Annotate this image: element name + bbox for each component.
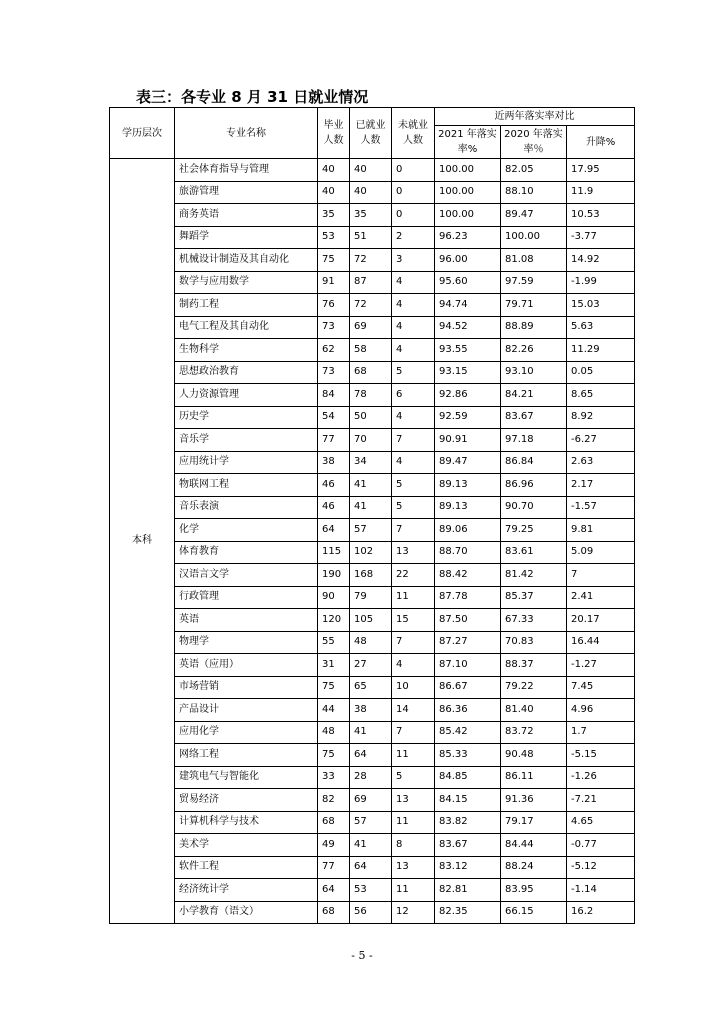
table-row <box>110 249 635 272</box>
cell-major: 生物科学 <box>175 339 318 362</box>
table-row <box>110 294 635 317</box>
cell-rate-2020: 86.96 <box>501 474 567 497</box>
cell-change: 16.2 <box>567 901 635 924</box>
cell-change: 0.05 <box>567 361 635 384</box>
cell-graduates: 64 <box>318 879 350 902</box>
cell-unemployed: 2 <box>392 226 435 249</box>
cell-employed: 41 <box>350 474 392 497</box>
table-row <box>110 789 635 812</box>
cell-graduates: 77 <box>318 429 350 452</box>
cell-employed: 41 <box>350 721 392 744</box>
cell-rate-2021: 82.35 <box>435 901 501 924</box>
cell-employed: 168 <box>350 564 392 587</box>
cell-rate-2021: 92.59 <box>435 406 501 429</box>
cell-major: 制药工程 <box>175 294 318 317</box>
cell-change: 7 <box>567 564 635 587</box>
cell-major: 英语（应用） <box>175 654 318 677</box>
cell-rate-2021: 87.50 <box>435 609 501 632</box>
table-row <box>110 744 635 767</box>
table-row <box>110 474 635 497</box>
cell-graduates: 75 <box>318 744 350 767</box>
cell-unemployed: 0 <box>392 181 435 204</box>
cell-change: 16.44 <box>567 631 635 654</box>
table-row <box>110 586 635 609</box>
cell-employed: 50 <box>350 406 392 429</box>
header-graduates: 毕业人数 <box>318 108 350 159</box>
cell-rate-2021: 85.42 <box>435 721 501 744</box>
table-row <box>110 879 635 902</box>
cell-major: 历史学 <box>175 406 318 429</box>
cell-major: 汉语言文学 <box>175 564 318 587</box>
cell-unemployed: 4 <box>392 271 435 294</box>
cell-change: -1.99 <box>567 271 635 294</box>
cell-graduates: 75 <box>318 676 350 699</box>
cell-change: 1.7 <box>567 721 635 744</box>
cell-rate-2020: 91.36 <box>501 789 567 812</box>
cell-graduates: 46 <box>318 496 350 519</box>
cell-change: 2.63 <box>567 451 635 474</box>
cell-employed: 105 <box>350 609 392 632</box>
cell-rate-2020: 83.61 <box>501 541 567 564</box>
table-row <box>110 271 635 294</box>
cell-unemployed: 7 <box>392 429 435 452</box>
cell-rate-2020: 79.71 <box>501 294 567 317</box>
cell-unemployed: 15 <box>392 609 435 632</box>
table-row <box>110 856 635 879</box>
cell-rate-2021: 89.06 <box>435 519 501 542</box>
cell-employed: 58 <box>350 339 392 362</box>
cell-major: 机械设计制造及其自动化 <box>175 249 318 272</box>
cell-change: 14.92 <box>567 249 635 272</box>
cell-employed: 35 <box>350 204 392 227</box>
cell-employed: 65 <box>350 676 392 699</box>
cell-employed: 28 <box>350 766 392 789</box>
cell-change: -6.27 <box>567 429 635 452</box>
cell-rate-2020: 81.40 <box>501 699 567 722</box>
cell-unemployed: 5 <box>392 474 435 497</box>
cell-change: 5.09 <box>567 541 635 564</box>
cell-change: -5.12 <box>567 856 635 879</box>
header-rate-2021: 2021 年落实率% <box>435 126 501 159</box>
cell-change: -0.77 <box>567 834 635 857</box>
cell-rate-2020: 66.15 <box>501 901 567 924</box>
cell-change: -1.26 <box>567 766 635 789</box>
cell-rate-2021: 85.33 <box>435 744 501 767</box>
cell-major: 行政管理 <box>175 586 318 609</box>
cell-graduates: 75 <box>318 249 350 272</box>
cell-employed: 70 <box>350 429 392 452</box>
cell-graduates: 38 <box>318 451 350 474</box>
cell-rate-2020: 70.83 <box>501 631 567 654</box>
cell-unemployed: 8 <box>392 834 435 857</box>
cell-rate-2021: 83.67 <box>435 834 501 857</box>
table-row <box>110 159 635 182</box>
cell-unemployed: 7 <box>392 519 435 542</box>
cell-graduates: 90 <box>318 586 350 609</box>
cell-rate-2020: 83.95 <box>501 879 567 902</box>
table-row <box>110 429 635 452</box>
cell-rate-2021: 100.00 <box>435 204 501 227</box>
header-unemployed: 未就业人数 <box>392 108 435 159</box>
cell-change: 4.65 <box>567 811 635 834</box>
cell-rate-2020: 97.59 <box>501 271 567 294</box>
table-title: 表三：各专业 8 月 31 日就业情况 <box>136 88 369 106</box>
cell-employed: 57 <box>350 519 392 542</box>
cell-graduates: 76 <box>318 294 350 317</box>
cell-change: -1.57 <box>567 496 635 519</box>
cell-major: 网络工程 <box>175 744 318 767</box>
cell-rate-2021: 90.91 <box>435 429 501 452</box>
cell-rate-2021: 84.15 <box>435 789 501 812</box>
cell-unemployed: 4 <box>392 339 435 362</box>
cell-unemployed: 4 <box>392 294 435 317</box>
cell-rate-2021: 89.13 <box>435 496 501 519</box>
cell-rate-2020: 88.10 <box>501 181 567 204</box>
cell-unemployed: 4 <box>392 654 435 677</box>
cell-rate-2020: 79.25 <box>501 519 567 542</box>
cell-employed: 68 <box>350 361 392 384</box>
cell-rate-2020: 79.22 <box>501 676 567 699</box>
cell-rate-2020: 83.67 <box>501 406 567 429</box>
cell-employed: 41 <box>350 496 392 519</box>
cell-unemployed: 11 <box>392 744 435 767</box>
cell-unemployed: 14 <box>392 699 435 722</box>
cell-rate-2021: 96.00 <box>435 249 501 272</box>
cell-employed: 57 <box>350 811 392 834</box>
cell-employed: 34 <box>350 451 392 474</box>
cell-rate-2021: 86.36 <box>435 699 501 722</box>
table-row <box>110 834 635 857</box>
cell-rate-2020: 84.44 <box>501 834 567 857</box>
cell-unemployed: 7 <box>392 721 435 744</box>
cell-rate-2020: 86.11 <box>501 766 567 789</box>
cell-graduates: 68 <box>318 901 350 924</box>
cell-rate-2021: 94.52 <box>435 316 501 339</box>
cell-rate-2020: 86.84 <box>501 451 567 474</box>
cell-rate-2021: 84.85 <box>435 766 501 789</box>
cell-rate-2020: 67.33 <box>501 609 567 632</box>
cell-employed: 102 <box>350 541 392 564</box>
cell-graduates: 91 <box>318 271 350 294</box>
cell-major: 美术学 <box>175 834 318 857</box>
cell-rate-2021: 87.10 <box>435 654 501 677</box>
cell-rate-2020: 79.17 <box>501 811 567 834</box>
cell-graduates: 46 <box>318 474 350 497</box>
cell-graduates: 73 <box>318 316 350 339</box>
cell-change: 9.81 <box>567 519 635 542</box>
cell-employed: 69 <box>350 789 392 812</box>
table-row <box>110 181 635 204</box>
cell-graduates: 64 <box>318 519 350 542</box>
cell-major: 数学与应用数学 <box>175 271 318 294</box>
cell-rate-2020: 93.10 <box>501 361 567 384</box>
cell-change: -1.14 <box>567 879 635 902</box>
cell-employed: 87 <box>350 271 392 294</box>
table-row <box>110 699 635 722</box>
table-row <box>110 721 635 744</box>
cell-rate-2020: 90.48 <box>501 744 567 767</box>
cell-employed: 38 <box>350 699 392 722</box>
cell-rate-2021: 89.47 <box>435 451 501 474</box>
cell-graduates: 40 <box>318 159 350 182</box>
cell-employed: 72 <box>350 294 392 317</box>
cell-change: 4.96 <box>567 699 635 722</box>
cell-unemployed: 11 <box>392 586 435 609</box>
cell-graduates: 82 <box>318 789 350 812</box>
cell-employed: 56 <box>350 901 392 924</box>
table-row <box>110 676 635 699</box>
cell-change: 2.17 <box>567 474 635 497</box>
cell-major: 小学教育（语文） <box>175 901 318 924</box>
table-row <box>110 361 635 384</box>
cell-rate-2021: 83.82 <box>435 811 501 834</box>
cell-graduates: 62 <box>318 339 350 362</box>
cell-graduates: 84 <box>318 384 350 407</box>
cell-unemployed: 4 <box>392 451 435 474</box>
table-row <box>110 316 635 339</box>
cell-major: 物联网工程 <box>175 474 318 497</box>
cell-employed: 64 <box>350 856 392 879</box>
cell-graduates: 54 <box>318 406 350 429</box>
cell-rate-2021: 93.55 <box>435 339 501 362</box>
cell-major: 贸易经济 <box>175 789 318 812</box>
cell-unemployed: 13 <box>392 789 435 812</box>
cell-employed: 72 <box>350 249 392 272</box>
cell-level: 本科 <box>110 159 175 924</box>
cell-unemployed: 4 <box>392 316 435 339</box>
cell-rate-2020: 82.05 <box>501 159 567 182</box>
cell-unemployed: 0 <box>392 159 435 182</box>
cell-major: 电气工程及其自动化 <box>175 316 318 339</box>
table-row <box>110 339 635 362</box>
cell-unemployed: 7 <box>392 631 435 654</box>
table-body <box>110 159 635 924</box>
cell-rate-2020: 81.42 <box>501 564 567 587</box>
cell-major: 市场营销 <box>175 676 318 699</box>
cell-rate-2021: 93.15 <box>435 361 501 384</box>
cell-rate-2021: 87.78 <box>435 586 501 609</box>
cell-major: 思想政治教育 <box>175 361 318 384</box>
table-row <box>110 901 635 924</box>
cell-unemployed: 4 <box>392 406 435 429</box>
table-row <box>110 609 635 632</box>
cell-major: 建筑电气与智能化 <box>175 766 318 789</box>
cell-change: 11.9 <box>567 181 635 204</box>
cell-rate-2020: 82.26 <box>501 339 567 362</box>
cell-major: 社会体育指导与管理 <box>175 159 318 182</box>
cell-graduates: 115 <box>318 541 350 564</box>
header-major: 专业名称 <box>175 108 318 159</box>
cell-major: 英语 <box>175 609 318 632</box>
header-compare: 近两年落实率对比 <box>435 108 635 126</box>
cell-graduates: 77 <box>318 856 350 879</box>
cell-major: 旅游管理 <box>175 181 318 204</box>
cell-unemployed: 22 <box>392 564 435 587</box>
cell-major: 人力资源管理 <box>175 384 318 407</box>
cell-employed: 53 <box>350 879 392 902</box>
cell-major: 音乐表演 <box>175 496 318 519</box>
cell-change: 7.45 <box>567 676 635 699</box>
cell-unemployed: 5 <box>392 361 435 384</box>
cell-rate-2021: 94.74 <box>435 294 501 317</box>
cell-rate-2021: 89.13 <box>435 474 501 497</box>
cell-unemployed: 10 <box>392 676 435 699</box>
header-level: 学历层次 <box>110 108 175 159</box>
cell-employed: 27 <box>350 654 392 677</box>
cell-unemployed: 12 <box>392 901 435 924</box>
cell-change: 17.95 <box>567 159 635 182</box>
cell-rate-2021: 82.81 <box>435 879 501 902</box>
cell-graduates: 35 <box>318 204 350 227</box>
cell-change: -5.15 <box>567 744 635 767</box>
cell-major: 商务英语 <box>175 204 318 227</box>
cell-employed: 69 <box>350 316 392 339</box>
cell-rate-2021: 83.12 <box>435 856 501 879</box>
cell-employed: 41 <box>350 834 392 857</box>
cell-rate-2021: 87.27 <box>435 631 501 654</box>
cell-graduates: 53 <box>318 226 350 249</box>
cell-employed: 48 <box>350 631 392 654</box>
cell-major: 体育教育 <box>175 541 318 564</box>
cell-major: 软件工程 <box>175 856 318 879</box>
cell-graduates: 49 <box>318 834 350 857</box>
cell-unemployed: 13 <box>392 541 435 564</box>
cell-major: 产品设计 <box>175 699 318 722</box>
cell-rate-2021: 95.60 <box>435 271 501 294</box>
cell-change: 10.53 <box>567 204 635 227</box>
header-change: 升降% <box>567 126 635 159</box>
table-row <box>110 451 635 474</box>
table-row <box>110 384 635 407</box>
cell-employed: 40 <box>350 181 392 204</box>
header-rate-2020: 2020 年落实率％ <box>501 126 567 159</box>
cell-rate-2020: 88.37 <box>501 654 567 677</box>
cell-unemployed: 5 <box>392 766 435 789</box>
cell-rate-2021: 88.70 <box>435 541 501 564</box>
cell-change: 11.29 <box>567 339 635 362</box>
cell-unemployed: 11 <box>392 811 435 834</box>
table-row <box>110 519 635 542</box>
cell-rate-2020: 100.00 <box>501 226 567 249</box>
cell-unemployed: 11 <box>392 879 435 902</box>
cell-change: 15.03 <box>567 294 635 317</box>
cell-unemployed: 5 <box>392 496 435 519</box>
cell-rate-2021: 88.42 <box>435 564 501 587</box>
cell-graduates: 68 <box>318 811 350 834</box>
cell-employed: 51 <box>350 226 392 249</box>
cell-rate-2020: 84.21 <box>501 384 567 407</box>
table-row <box>110 226 635 249</box>
cell-rate-2020: 83.72 <box>501 721 567 744</box>
cell-major: 化学 <box>175 519 318 542</box>
cell-graduates: 120 <box>318 609 350 632</box>
cell-unemployed: 0 <box>392 204 435 227</box>
cell-change: -7.21 <box>567 789 635 812</box>
header-employed: 已就业人数 <box>350 108 392 159</box>
cell-rate-2021: 100.00 <box>435 181 501 204</box>
cell-change: -1.27 <box>567 654 635 677</box>
cell-rate-2021: 92.86 <box>435 384 501 407</box>
cell-major: 应用统计学 <box>175 451 318 474</box>
cell-change: 2.41 <box>567 586 635 609</box>
cell-rate-2021: 100.00 <box>435 159 501 182</box>
table-row <box>110 496 635 519</box>
cell-major: 舞蹈学 <box>175 226 318 249</box>
table-row <box>110 631 635 654</box>
cell-major: 物理学 <box>175 631 318 654</box>
cell-rate-2020: 90.70 <box>501 496 567 519</box>
cell-rate-2021: 96.23 <box>435 226 501 249</box>
cell-change: 20.17 <box>567 609 635 632</box>
cell-change: 5.63 <box>567 316 635 339</box>
table-row <box>110 654 635 677</box>
table-row <box>110 406 635 429</box>
table-row <box>110 204 635 227</box>
cell-graduates: 73 <box>318 361 350 384</box>
cell-change: -3.77 <box>567 226 635 249</box>
cell-unemployed: 6 <box>392 384 435 407</box>
table-row <box>110 766 635 789</box>
cell-rate-2020: 88.24 <box>501 856 567 879</box>
cell-employed: 40 <box>350 159 392 182</box>
cell-major: 计算机科学与技术 <box>175 811 318 834</box>
page-number: - 5 - <box>351 949 373 962</box>
cell-rate-2020: 88.89 <box>501 316 567 339</box>
cell-rate-2020: 85.37 <box>501 586 567 609</box>
cell-rate-2021: 86.67 <box>435 676 501 699</box>
cell-graduates: 33 <box>318 766 350 789</box>
cell-graduates: 31 <box>318 654 350 677</box>
cell-graduates: 55 <box>318 631 350 654</box>
employment-table <box>109 107 635 924</box>
cell-rate-2020: 89.47 <box>501 204 567 227</box>
cell-rate-2020: 97.18 <box>501 429 567 452</box>
cell-graduates: 190 <box>318 564 350 587</box>
cell-rate-2020: 81.08 <box>501 249 567 272</box>
cell-unemployed: 13 <box>392 856 435 879</box>
cell-employed: 78 <box>350 384 392 407</box>
cell-graduates: 48 <box>318 721 350 744</box>
table-row <box>110 811 635 834</box>
table-row <box>110 564 635 587</box>
cell-major: 经济统计学 <box>175 879 318 902</box>
cell-graduates: 44 <box>318 699 350 722</box>
cell-employed: 64 <box>350 744 392 767</box>
cell-employed: 79 <box>350 586 392 609</box>
cell-change: 8.92 <box>567 406 635 429</box>
cell-graduates: 40 <box>318 181 350 204</box>
cell-major: 音乐学 <box>175 429 318 452</box>
cell-unemployed: 3 <box>392 249 435 272</box>
cell-major: 应用化学 <box>175 721 318 744</box>
table-row <box>110 541 635 564</box>
cell-change: 8.65 <box>567 384 635 407</box>
